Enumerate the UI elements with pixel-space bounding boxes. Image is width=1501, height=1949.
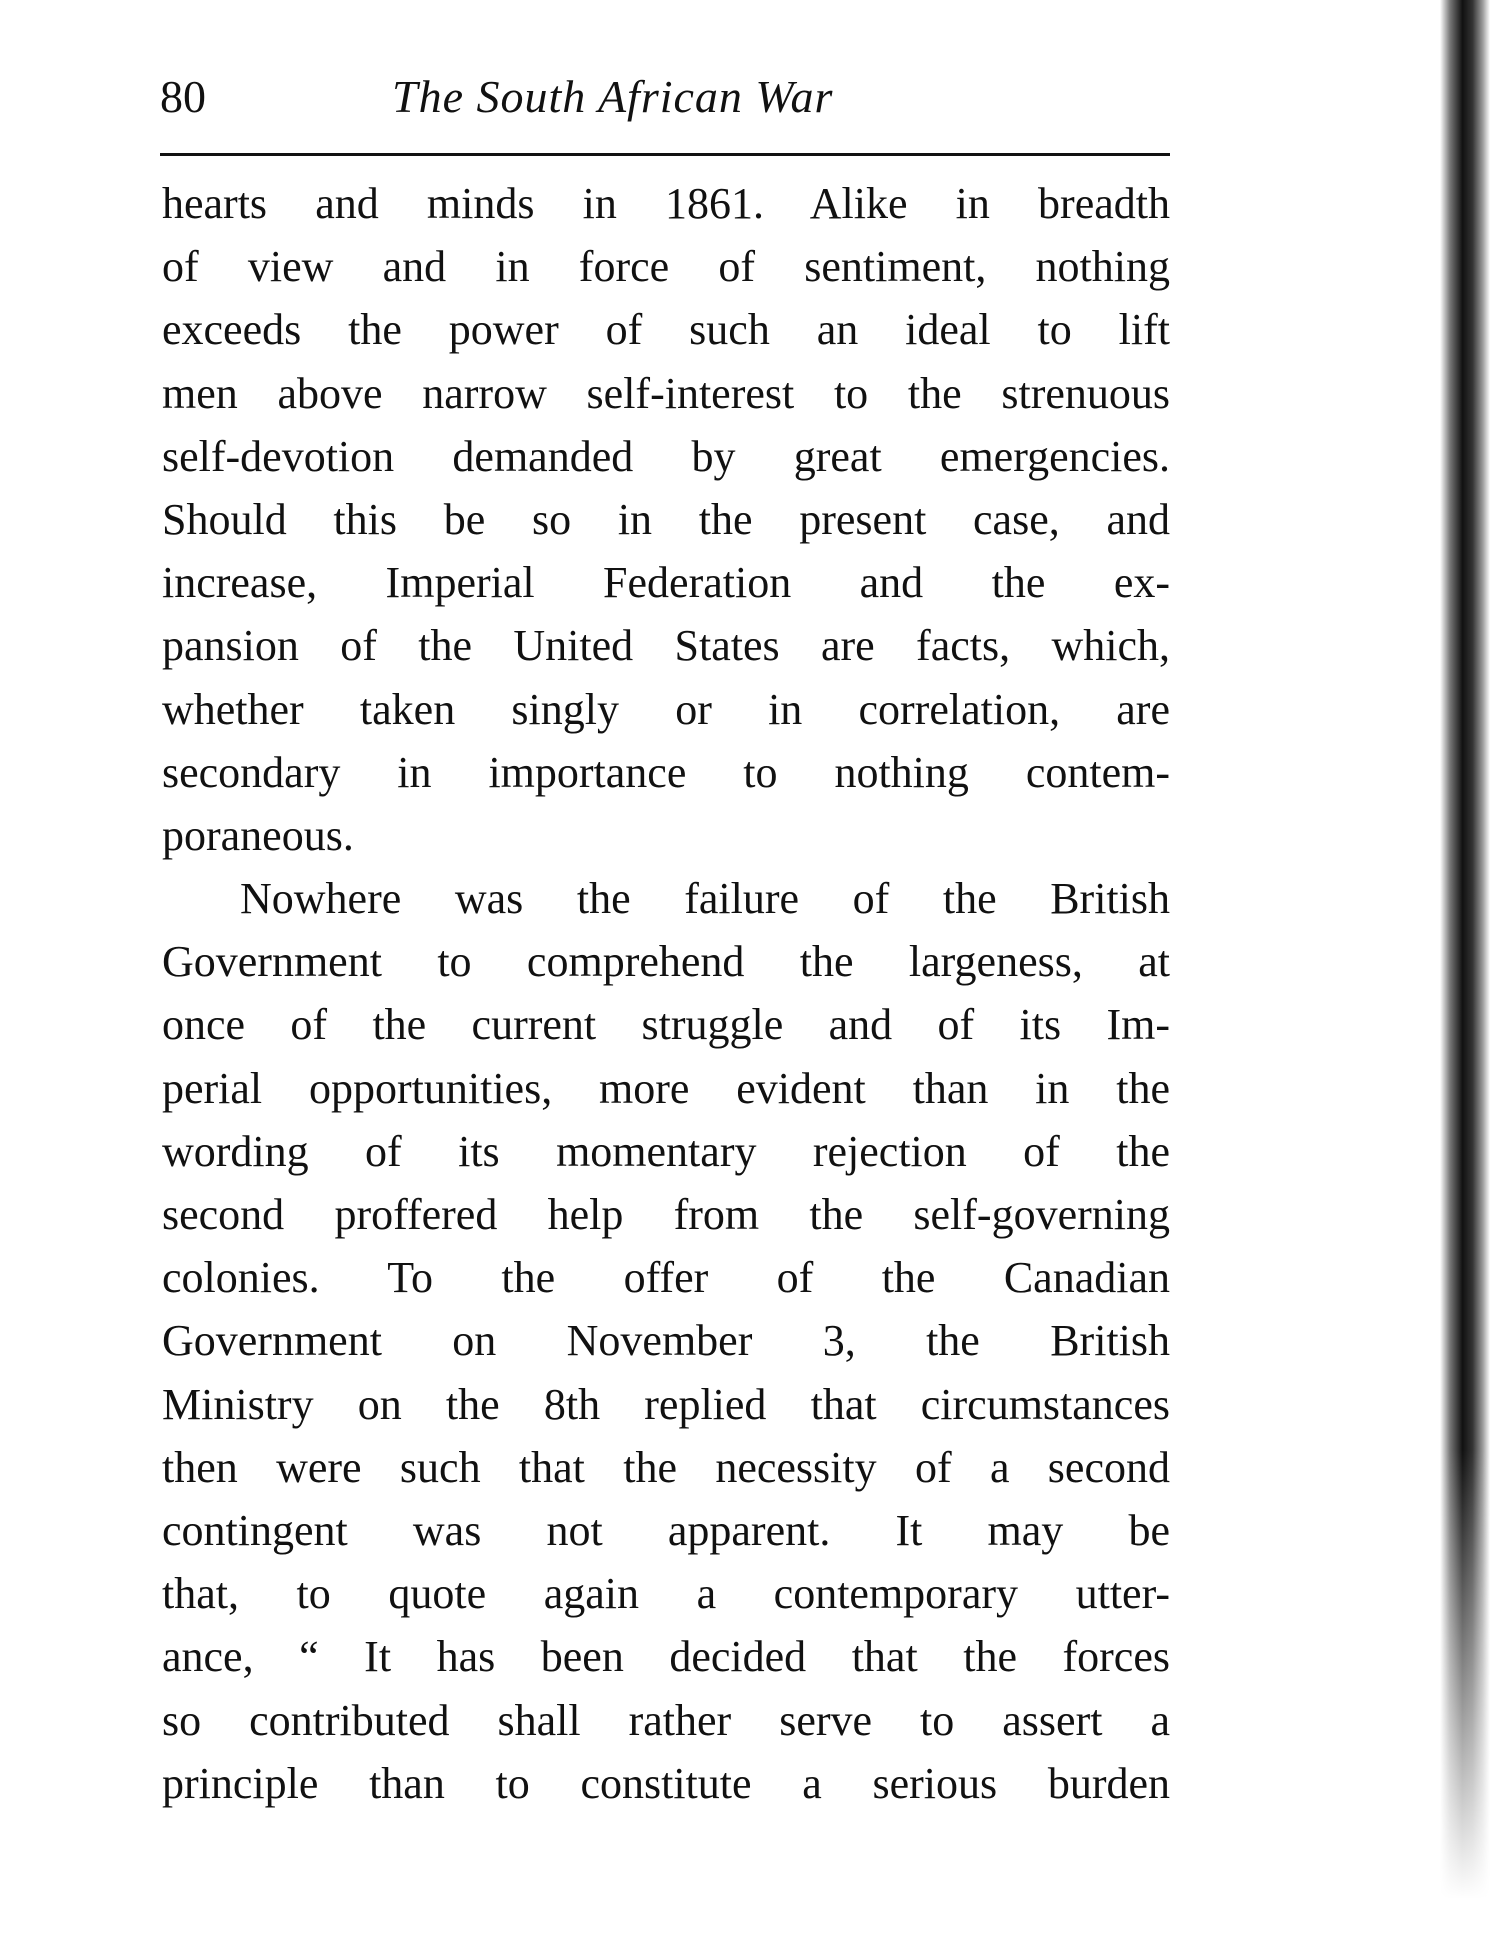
page-body-text: [162, 172, 1170, 1815]
text-line: increase, Imperial Federation and the ex-: [162, 558, 1170, 608]
text-line: that, to quote again a contemporary utter-: [162, 1569, 1170, 1619]
running-title: The South African War: [392, 71, 834, 122]
text-line: poraneous.: [162, 810, 354, 860]
page-edge-fade: [1430, 1450, 1500, 1949]
text-line: perial opportunities, more evident than in the: [162, 1063, 1170, 1113]
text-line: pansion of the United States are facts, which,: [162, 621, 1170, 671]
text-line: hearts and minds in 1861. Alike in breadth: [162, 179, 1170, 228]
text-line: Should this be so in the present case, and: [162, 494, 1170, 544]
text-line: contingent was not apparent. It may be: [162, 1505, 1170, 1555]
text-line: so contributed shall rather serve to assert a: [162, 1695, 1170, 1745]
text-line: Ministry on the 8th replied that circumstances: [162, 1379, 1170, 1429]
page-number: 80: [160, 71, 206, 122]
header-rule: [160, 153, 1170, 156]
text-line: secondary in importance to nothing contem-: [162, 747, 1170, 797]
text-line: then were such that the necessity of a second: [162, 1442, 1170, 1492]
paragraph-start-line: Nowhere was the failure of the British: [240, 874, 1170, 924]
text-line: Government to comprehend the largeness, at: [162, 937, 1170, 987]
text-line: of view and in force of sentiment, nothing: [162, 242, 1170, 292]
text-line: men above narrow self-interest to the strenuous: [162, 368, 1170, 418]
text-line: colonies. To the offer of the Canadian: [162, 1253, 1170, 1303]
text-line: wording of its momentary rejection of the: [162, 1126, 1170, 1176]
text-line: principle than to constitute a serious burden: [162, 1758, 1170, 1808]
text-line: second proffered help from the self-governing: [162, 1190, 1170, 1239]
text-line: self-devotion demanded by great emergencies.: [162, 431, 1170, 481]
text-line: once of the current struggle and of its Im-: [162, 1000, 1170, 1050]
text-line: ance, “ It has been decided that the forces: [162, 1632, 1170, 1682]
running-header: [160, 70, 1170, 140]
text-line: Government on November 3, the British: [162, 1316, 1170, 1366]
text-line: exceeds the power of such an ideal to lift: [162, 305, 1170, 355]
text-line: whether taken singly or in correlation, are: [162, 684, 1170, 734]
